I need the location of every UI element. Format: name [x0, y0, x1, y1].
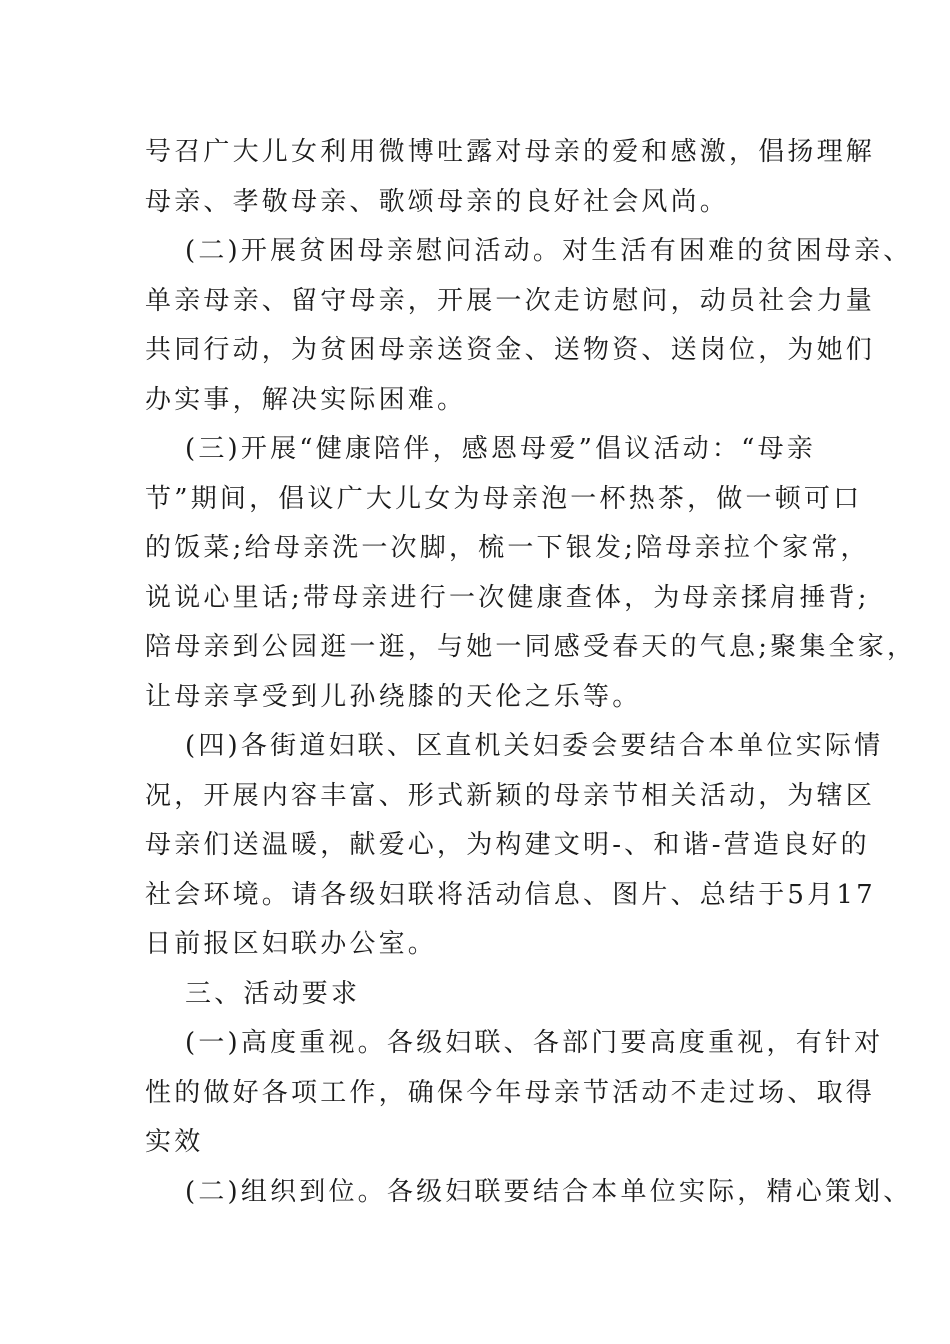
text-line: 让母亲享受到儿孙绕膝的天伦之乐等。: [145, 681, 642, 712]
text-line: 共同行动，为贫困母亲送资金、送物资、送岗位，为她们: [145, 335, 876, 365]
text-line: 日前报区妇联办公室。: [145, 929, 438, 959]
text-line: 陪母亲到公园逛一逛，与她一同感受春天的气息;聚集全家，: [145, 632, 917, 662]
text-line: 单亲母亲、留守母亲，开展一次走访慰问，动员社会力量: [145, 285, 876, 316]
text-line: 性的做好各项工作，确保今年母亲节活动不走过场、取得: [145, 1077, 876, 1108]
text-line: 办实事，解决实际困难。: [145, 384, 467, 415]
text-line: (一)高度重视。各级妇联、各部门要高度重视，有针对: [185, 1028, 884, 1058]
text-line: 社会环境。请各级妇联将活动信息、图片、总结于5月17: [145, 879, 876, 910]
document-body: [145, 128, 917, 1217]
text-line: 三、活动要求: [185, 978, 361, 1009]
text-line: (二)组织到位。各级妇联要结合本单位实际，精心策划、: [185, 1176, 913, 1207]
text-line: 的饭菜;给母亲洗一次脚，梳一下银发;陪母亲拉个家常，: [145, 533, 870, 563]
text-line: 号召广大儿女利用微博吐露对母亲的爱和感激，倡扬理解: [145, 137, 876, 167]
text-line: 况，开展内容丰富、形式新颖的母亲节相关活动，为辖区: [145, 780, 876, 811]
text-line: 说说心里话;带母亲进行一次健康查体，为母亲揉肩捶背;: [145, 582, 870, 613]
text-line: 实效: [145, 1127, 204, 1157]
text-line: 母亲、孝敬母亲、歌颂母亲的良好社会风尚。: [145, 186, 730, 217]
text-line: (二)开展贫困母亲慰问活动。对生活有困难的贫困母亲、: [185, 236, 913, 266]
text-line: (四)各街道妇联、区直机关妇委会要结合本单位实际情: [185, 731, 884, 761]
text-line: (三)开展“健康陪伴，感恩母爱”倡议活动：“母亲: [185, 434, 816, 464]
text-line: 母亲们送温暖，献爱心，为构建文明-、和谐-营造良好的: [145, 830, 870, 860]
text-line: 节”期间，倡议广大儿女为母亲泡一杯热茶，做一顿可口: [145, 483, 863, 514]
